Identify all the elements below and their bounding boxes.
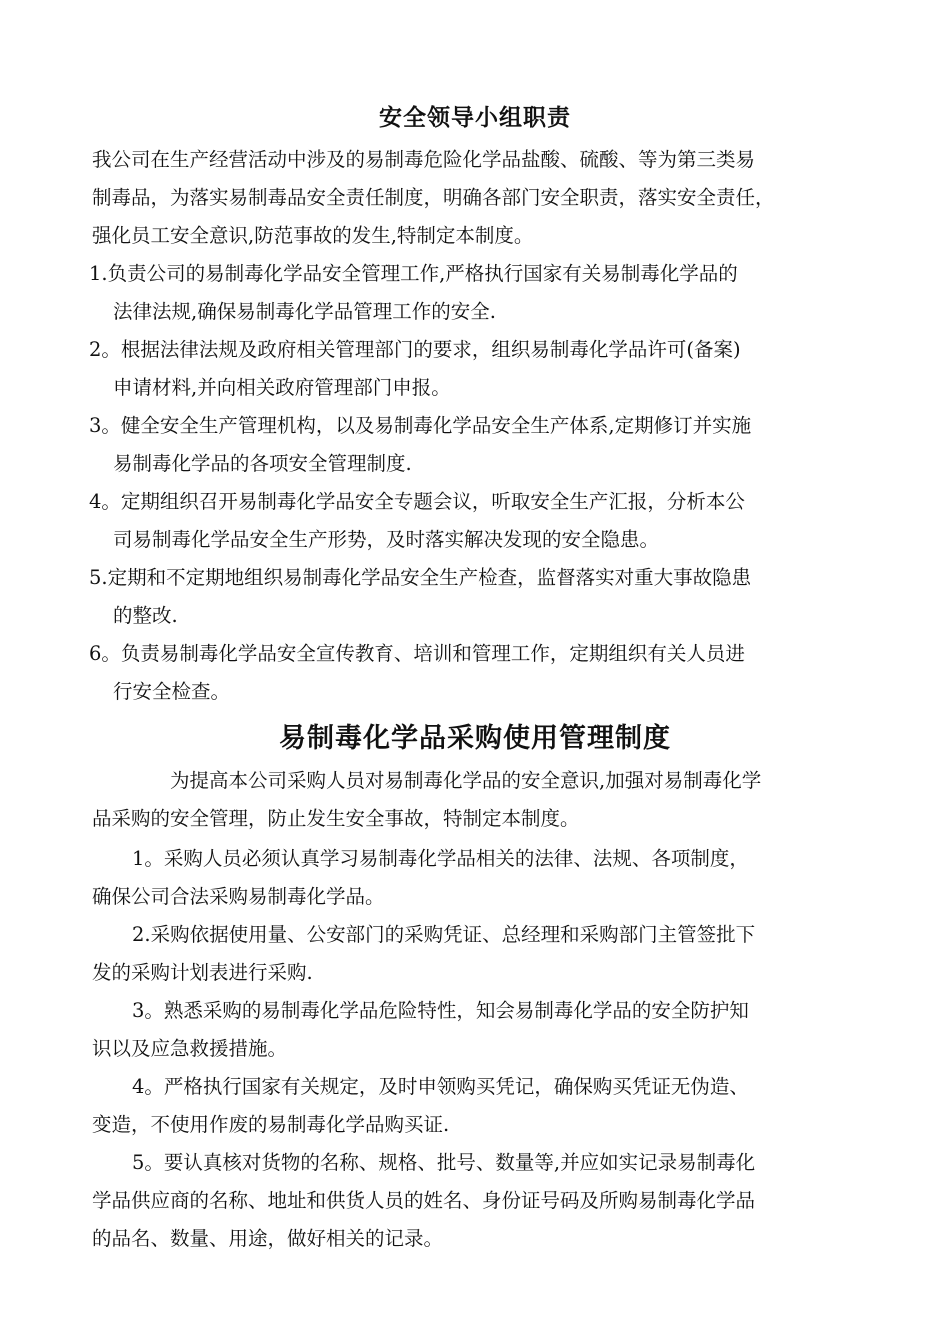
intro-line: 强化员工安全意识,防范事故的发生,特制定本制度。 — [92, 224, 534, 247]
section2-items — [92, 840, 864, 1258]
list-item-line: 发的采购计划表进行采购. — [92, 961, 313, 984]
intro-line: 为提高本公司采购人员对易制毒化学品的安全意识,加强对易制毒化学 — [170, 769, 762, 792]
list-item-line: 的品名、数量、用途，做好相关的记录。 — [92, 1227, 444, 1250]
list-item-line: 5.定期和不定期地组织易制毒化学品安全生产检查，监督落实对重大事故隐患 — [89, 566, 752, 589]
section1-intro — [92, 141, 864, 255]
list-item-line: 学品供应商的名称、地址和供货人员的姓名、身份证号码及所购易制毒化学品 — [92, 1189, 756, 1212]
list-item-line: 1.负责公司的易制毒化学品安全管理工作,严格执行国家有关易制毒化学品的 — [89, 262, 738, 285]
list-item-line: 4。定期组织召开易制毒化学品安全专题会议，听取安全生产汇报，分析本公 — [89, 490, 745, 513]
list-item-line: 的整改. — [113, 604, 178, 627]
intro-line: 制毒品，为落实易制毒品安全责任制度，明确各部门安全职责，落实安全责任， — [92, 186, 775, 209]
list-item-line: 易制毒化学品的各项安全管理制度. — [113, 452, 412, 475]
intro-line: 品采购的安全管理，防止发生安全事故，特制定本制度。 — [92, 807, 580, 830]
list-item-line: 5。要认真核对货物的名称、规格、批号、数量等,并应如实记录易制毒化 — [132, 1151, 756, 1174]
list-item-line: 2.采购依据使用量、公安部门的采购凭证、总经理和采购部门主管签批下 — [132, 923, 756, 946]
section1-title: 安全领导小组职责 — [379, 104, 571, 131]
list-item-line: 4。严格执行国家有关规定，及时申领购买凭记，确保购买凭证无伪造、 — [132, 1075, 749, 1098]
section1-items — [89, 255, 861, 711]
list-item-line: 6。负责易制毒化学品安全宣传教育、培训和管理工作，定期组织有关人员进 — [89, 642, 745, 665]
list-item-line: 1。采购人员必须认真学习易制毒化学品相关的法律、法规、各项制度， — [132, 847, 749, 870]
list-item-line: 3。熟悉采购的易制毒化学品危险特性，知会易制毒化学品的安全防护知 — [132, 999, 749, 1022]
list-item-line: 3。健全安全生产管理机构，以及易制毒化学品安全生产体系,定期修订并实施 — [89, 414, 752, 437]
list-item-line: 确保公司合法采购易制毒化学品。 — [92, 885, 385, 908]
intro-line: 我公司在生产经营活动中涉及的易制毒危险化学品盐酸、硫酸、等为第三类易 — [92, 148, 756, 171]
list-item-line: 行安全检查。 — [113, 680, 231, 703]
list-item-line: 申请材料,并向相关政府管理部门申报。 — [113, 376, 451, 399]
list-item-line: 变造，不使用作废的易制毒化学品购买证. — [92, 1113, 450, 1136]
section2-title: 易制毒化学品采购使用管理制度 — [279, 723, 671, 754]
list-item-line: 2。根据法律法规及政府相关管理部门的要求，组织易制毒化学品许可(备案) — [89, 338, 741, 361]
list-item-line: 识以及应急救援措施。 — [92, 1037, 288, 1060]
list-item-line: 司易制毒化学品安全生产形势，及时落实解决发现的安全隐患。 — [113, 528, 660, 551]
list-item-line: 法律法规,确保易制毒化学品管理工作的安全. — [113, 300, 496, 323]
section2-intro — [92, 762, 864, 838]
